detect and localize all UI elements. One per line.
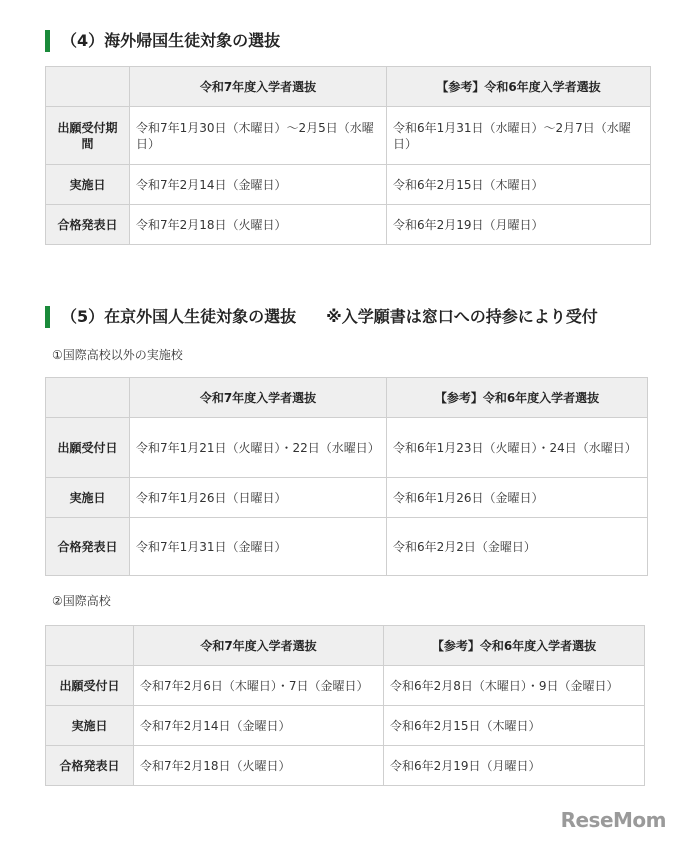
- row-current: 令和7年2月18日（火曜日）: [134, 746, 384, 786]
- row-reference: 令和6年2月15日（木曜日）: [387, 165, 651, 205]
- row-label: 実施日: [46, 165, 130, 205]
- row-reference: 令和6年1月26日（金曜日）: [387, 478, 648, 518]
- table-header-row: [46, 378, 648, 418]
- row-label: 合格発表日: [46, 746, 134, 786]
- row-label: 合格発表日: [46, 518, 130, 576]
- section-5-table-1: [45, 377, 648, 576]
- table-row: [46, 518, 648, 576]
- subsection-2-caption: ②国際高校: [52, 594, 111, 608]
- row-label: 実施日: [46, 478, 130, 518]
- header-cell-empty: [46, 626, 134, 666]
- row-reference: 令和6年2月19日（月曜日）: [384, 746, 645, 786]
- row-reference: 令和6年2月19日（月曜日）: [387, 205, 651, 245]
- row-current: 令和7年2月14日（金曜日）: [134, 706, 384, 746]
- subsection-1-caption: ①国際高校以外の実施校: [52, 348, 183, 362]
- section-5-title: （5）在京外国人生徒対象の選抜: [61, 307, 297, 326]
- table-row: [46, 205, 651, 245]
- section-5-heading: [45, 306, 598, 328]
- table-row: [46, 746, 645, 786]
- row-current: 令和7年1月30日（木曜日）～2月5日（水曜日）: [130, 107, 387, 165]
- section-4-heading: [45, 30, 280, 52]
- row-reference: 令和6年1月31日（水曜日）～2月7日（水曜日）: [387, 107, 651, 165]
- row-label: 実施日: [46, 706, 134, 746]
- row-current: 令和7年2月18日（火曜日）: [130, 205, 387, 245]
- table-row: [46, 107, 651, 165]
- header-cell-reference: 【参考】令和6年度入学者選抜: [387, 67, 651, 107]
- table-row: [46, 666, 645, 706]
- header-cell-reference: 【参考】令和6年度入学者選抜: [384, 626, 645, 666]
- row-reference: 令和6年2月15日（木曜日）: [384, 706, 645, 746]
- table-row: [46, 418, 648, 478]
- row-label: 合格発表日: [46, 205, 130, 245]
- header-cell-empty: [46, 67, 130, 107]
- header-cell-current: 令和7年度入学者選抜: [130, 378, 387, 418]
- section-5-note: ※入学願書は窓口への持参により受付: [326, 307, 598, 326]
- section-4-table: [45, 66, 651, 245]
- row-label: 出願受付日: [46, 666, 134, 706]
- row-current: 令和7年1月26日（日曜日）: [130, 478, 387, 518]
- table-row: [46, 478, 648, 518]
- row-label: 出願受付期間: [46, 107, 130, 165]
- section-4-title: （4）海外帰国生徒対象の選抜: [61, 31, 281, 50]
- row-current: 令和7年2月14日（金曜日）: [130, 165, 387, 205]
- row-reference: 令和6年2月2日（金曜日）: [387, 518, 648, 576]
- header-cell-current: 令和7年度入学者選抜: [134, 626, 384, 666]
- header-cell-current: 令和7年度入学者選抜: [130, 67, 387, 107]
- row-current: 令和7年1月31日（金曜日）: [130, 518, 387, 576]
- table-header-row: [46, 626, 645, 666]
- table-row: [46, 165, 651, 205]
- row-current: 令和7年2月6日（木曜日）・7日（金曜日）: [134, 666, 384, 706]
- table-header-row: [46, 67, 651, 107]
- resemom-logo: ReseMom: [560, 808, 666, 832]
- row-current: 令和7年1月21日（火曜日）・22日（水曜日）: [130, 418, 387, 478]
- row-reference: 令和6年1月23日（火曜日）・24日（水曜日）: [387, 418, 648, 478]
- header-cell-empty: [46, 378, 130, 418]
- row-reference: 令和6年2月8日（木曜日）・9日（金曜日）: [384, 666, 645, 706]
- row-label: 出願受付日: [46, 418, 130, 478]
- section-5-table-2: [45, 625, 645, 786]
- table-row: [46, 706, 645, 746]
- header-cell-reference: 【参考】令和6年度入学者選抜: [387, 378, 648, 418]
